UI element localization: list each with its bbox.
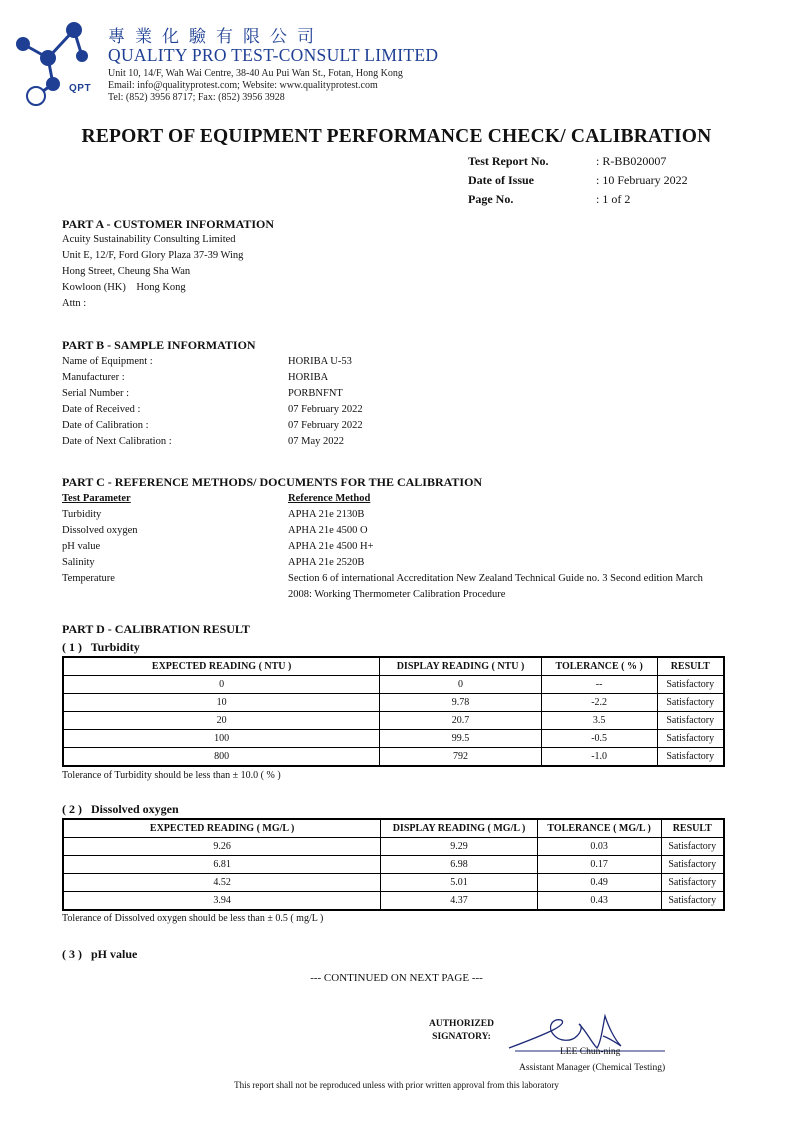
test-parameter: Dissolved oxygen [62,525,138,536]
customer-line: Unit E, 12/F, Ford Glory Plaza 37-39 Wing [62,250,244,261]
table-row [63,874,724,892]
sample-value: 07 February 2022 [288,404,363,415]
table-cell: 0.03 [537,838,661,856]
customer-line: Kowloon (HK) Hong Kong [62,282,186,293]
test-parameter: Salinity [62,557,95,568]
column-header: EXPECTED READING ( MG/L ) [63,819,381,838]
sample-label: Date of Calibration : [62,420,149,431]
company-name-chinese: 專業化驗有限公司 [108,27,324,46]
reference-method: APHA 21e 4500 H+ [288,541,374,552]
table-cell: 800 [63,748,380,767]
reference-method: APHA 21e 2520B [288,557,365,568]
continued-notice: --- CONTINUED ON NEXT PAGE --- [310,972,483,984]
table-cell: Satisfactory [657,676,724,694]
column-header: DISPLAY READING ( NTU ) [380,657,541,676]
table-header-row [63,819,724,838]
column-header: TOLERANCE ( % ) [541,657,657,676]
customer-attn: Attn : [62,298,87,309]
table-cell: 0.49 [537,874,661,892]
table-cell: 99.5 [380,730,541,748]
table-cell: 4.52 [63,874,381,892]
table-row [63,748,724,767]
table-cell: 3.94 [63,892,381,911]
sample-value: 07 May 2022 [288,436,344,447]
sample-value: 07 February 2022 [288,420,363,431]
table-cell: 9.29 [381,838,538,856]
table-row [63,676,724,694]
table-cell: Satisfactory [657,748,724,767]
reference-method-continued: 2008: Working Thermometer Calibration Procedure [288,589,506,600]
part-b-heading: PART B - SAMPLE INFORMATION [62,338,256,352]
report-no-value: : R-BB020007 [596,154,667,168]
table-cell: -1.0 [541,748,657,767]
issue-date-label: Date of Issue [468,173,534,187]
table-row [63,712,724,730]
table-cell: 9.26 [63,838,381,856]
column-header: EXPECTED READING ( NTU ) [63,657,380,676]
logo-text: QPT [69,83,92,94]
table-row [63,694,724,712]
table-cell: Satisfactory [657,712,724,730]
table-cell: 20.7 [380,712,541,730]
report-no-label: Test Report No. [468,154,549,168]
report-title: REPORT OF EQUIPMENT PERFORMANCE CHECK/ CALIBRATION [81,126,712,147]
test-parameter: Turbidity [62,509,102,520]
signatory-name: LEE Chun-ning [560,1047,621,1057]
table-cell: 10 [63,694,380,712]
table-row [63,892,724,911]
test-parameter: pH value [62,541,101,552]
table-cell: -2.2 [541,694,657,712]
company-name-english: QUALITY PRO TEST-CONSULT LIMITED [108,45,439,65]
sample-label: Manufacturer : [62,372,125,383]
table-cell: 0.17 [537,856,661,874]
test-parameter-header: Test Parameter [62,493,131,504]
table-cell: 20 [63,712,380,730]
company-logo [8,18,100,108]
column-header: DISPLAY READING ( MG/L ) [381,819,538,838]
table-cell: 0.43 [537,892,661,911]
signatory-label: SIGNATORY: [432,1031,491,1042]
table-cell: Satisfactory [661,856,724,874]
footer-disclaimer: This report shall not be reproduced unless with prior written approval from this laboratory [234,1080,559,1090]
table-cell: 0 [63,676,380,694]
turbidity-section-title: ( 1 ) Turbidity [62,640,140,654]
turbidity-tolerance-note: Tolerance of Turbidity should be less than ± 10.0 ( % ) [62,770,281,781]
table-cell: Satisfactory [661,874,724,892]
company-contact: Email: info@qualityprotest.com; Website: www.qualityprotest.com [108,80,378,91]
test-parameter: Temperature [62,573,115,584]
do-tolerance-note: Tolerance of Dissolved oxygen should be less than ± 0.5 ( mg/L ) [62,913,324,924]
page-no-label: Page No. [468,192,514,206]
table-cell: 792 [380,748,541,767]
sample-value: HORIBA [288,372,329,383]
table-row [63,856,724,874]
sample-label: Date of Received : [62,404,141,415]
page-no-value: : 1 of 2 [596,192,631,206]
customer-line: Acuity Sustainability Consulting Limited [62,234,236,245]
company-phone: Tel: (852) 3956 8717; Fax: (852) 3956 3928 [108,92,285,103]
reference-method-header: Reference Method [288,493,371,504]
table-cell: -- [541,676,657,694]
table-row [63,838,724,856]
customer-line: Hong Street, Cheung Sha Wan [62,266,191,277]
do-section-title: ( 2 ) Dissolved oxygen [62,802,179,816]
table-cell: -0.5 [541,730,657,748]
reference-method: Section 6 of international Accreditation New Zealand Technical Guide no. 3 Second edition March [288,573,703,584]
table-cell: 100 [63,730,380,748]
authorized-signatory-label [429,1018,494,1043]
column-header: TOLERANCE ( MG/L ) [537,819,661,838]
reference-method: APHA 21e 2130B [288,509,365,520]
reference-method: APHA 21e 4500 O [288,525,368,536]
table-cell: Satisfactory [661,892,724,911]
sample-label: Serial Number : [62,388,130,399]
ph-section-title: ( 3 ) pH value [62,947,138,961]
table-cell: Satisfactory [657,694,724,712]
table-cell: 3.5 [541,712,657,730]
issue-date-value: : 10 February 2022 [596,173,688,187]
part-d-heading: PART D - CALIBRATION RESULT [62,622,250,636]
table-cell: 6.81 [63,856,381,874]
table-header-row [63,657,724,676]
sample-value: HORIBA U-53 [288,356,352,367]
column-header: RESULT [661,819,724,838]
table-cell: Satisfactory [657,730,724,748]
table-cell: 5.01 [381,874,538,892]
table-cell: 4.37 [381,892,538,911]
part-a-heading: PART A - CUSTOMER INFORMATION [62,217,275,231]
table-cell: Satisfactory [661,838,724,856]
authorized-label: AUTHORIZED [429,1019,494,1029]
company-address: Unit 10, 14/F, Wah Wai Centre, 38-40 Au Pui Wan St., Fotan, Hong Kong [108,68,403,79]
sample-label: Date of Next Calibration : [62,436,172,447]
turbidity-table [62,656,725,767]
table-row [63,730,724,748]
table-cell: 6.98 [381,856,538,874]
table-cell: 9.78 [380,694,541,712]
dissolved-oxygen-table [62,818,725,911]
part-c-heading: PART C - REFERENCE METHODS/ DOCUMENTS FOR THE CALIBRATION [62,475,483,489]
signatory-position: Assistant Manager (Chemical Testing) [519,1063,666,1073]
table-cell: 0 [380,676,541,694]
sample-label: Name of Equipment : [62,356,153,367]
sample-value: PORBNFNT [288,388,343,399]
column-header: RESULT [657,657,724,676]
